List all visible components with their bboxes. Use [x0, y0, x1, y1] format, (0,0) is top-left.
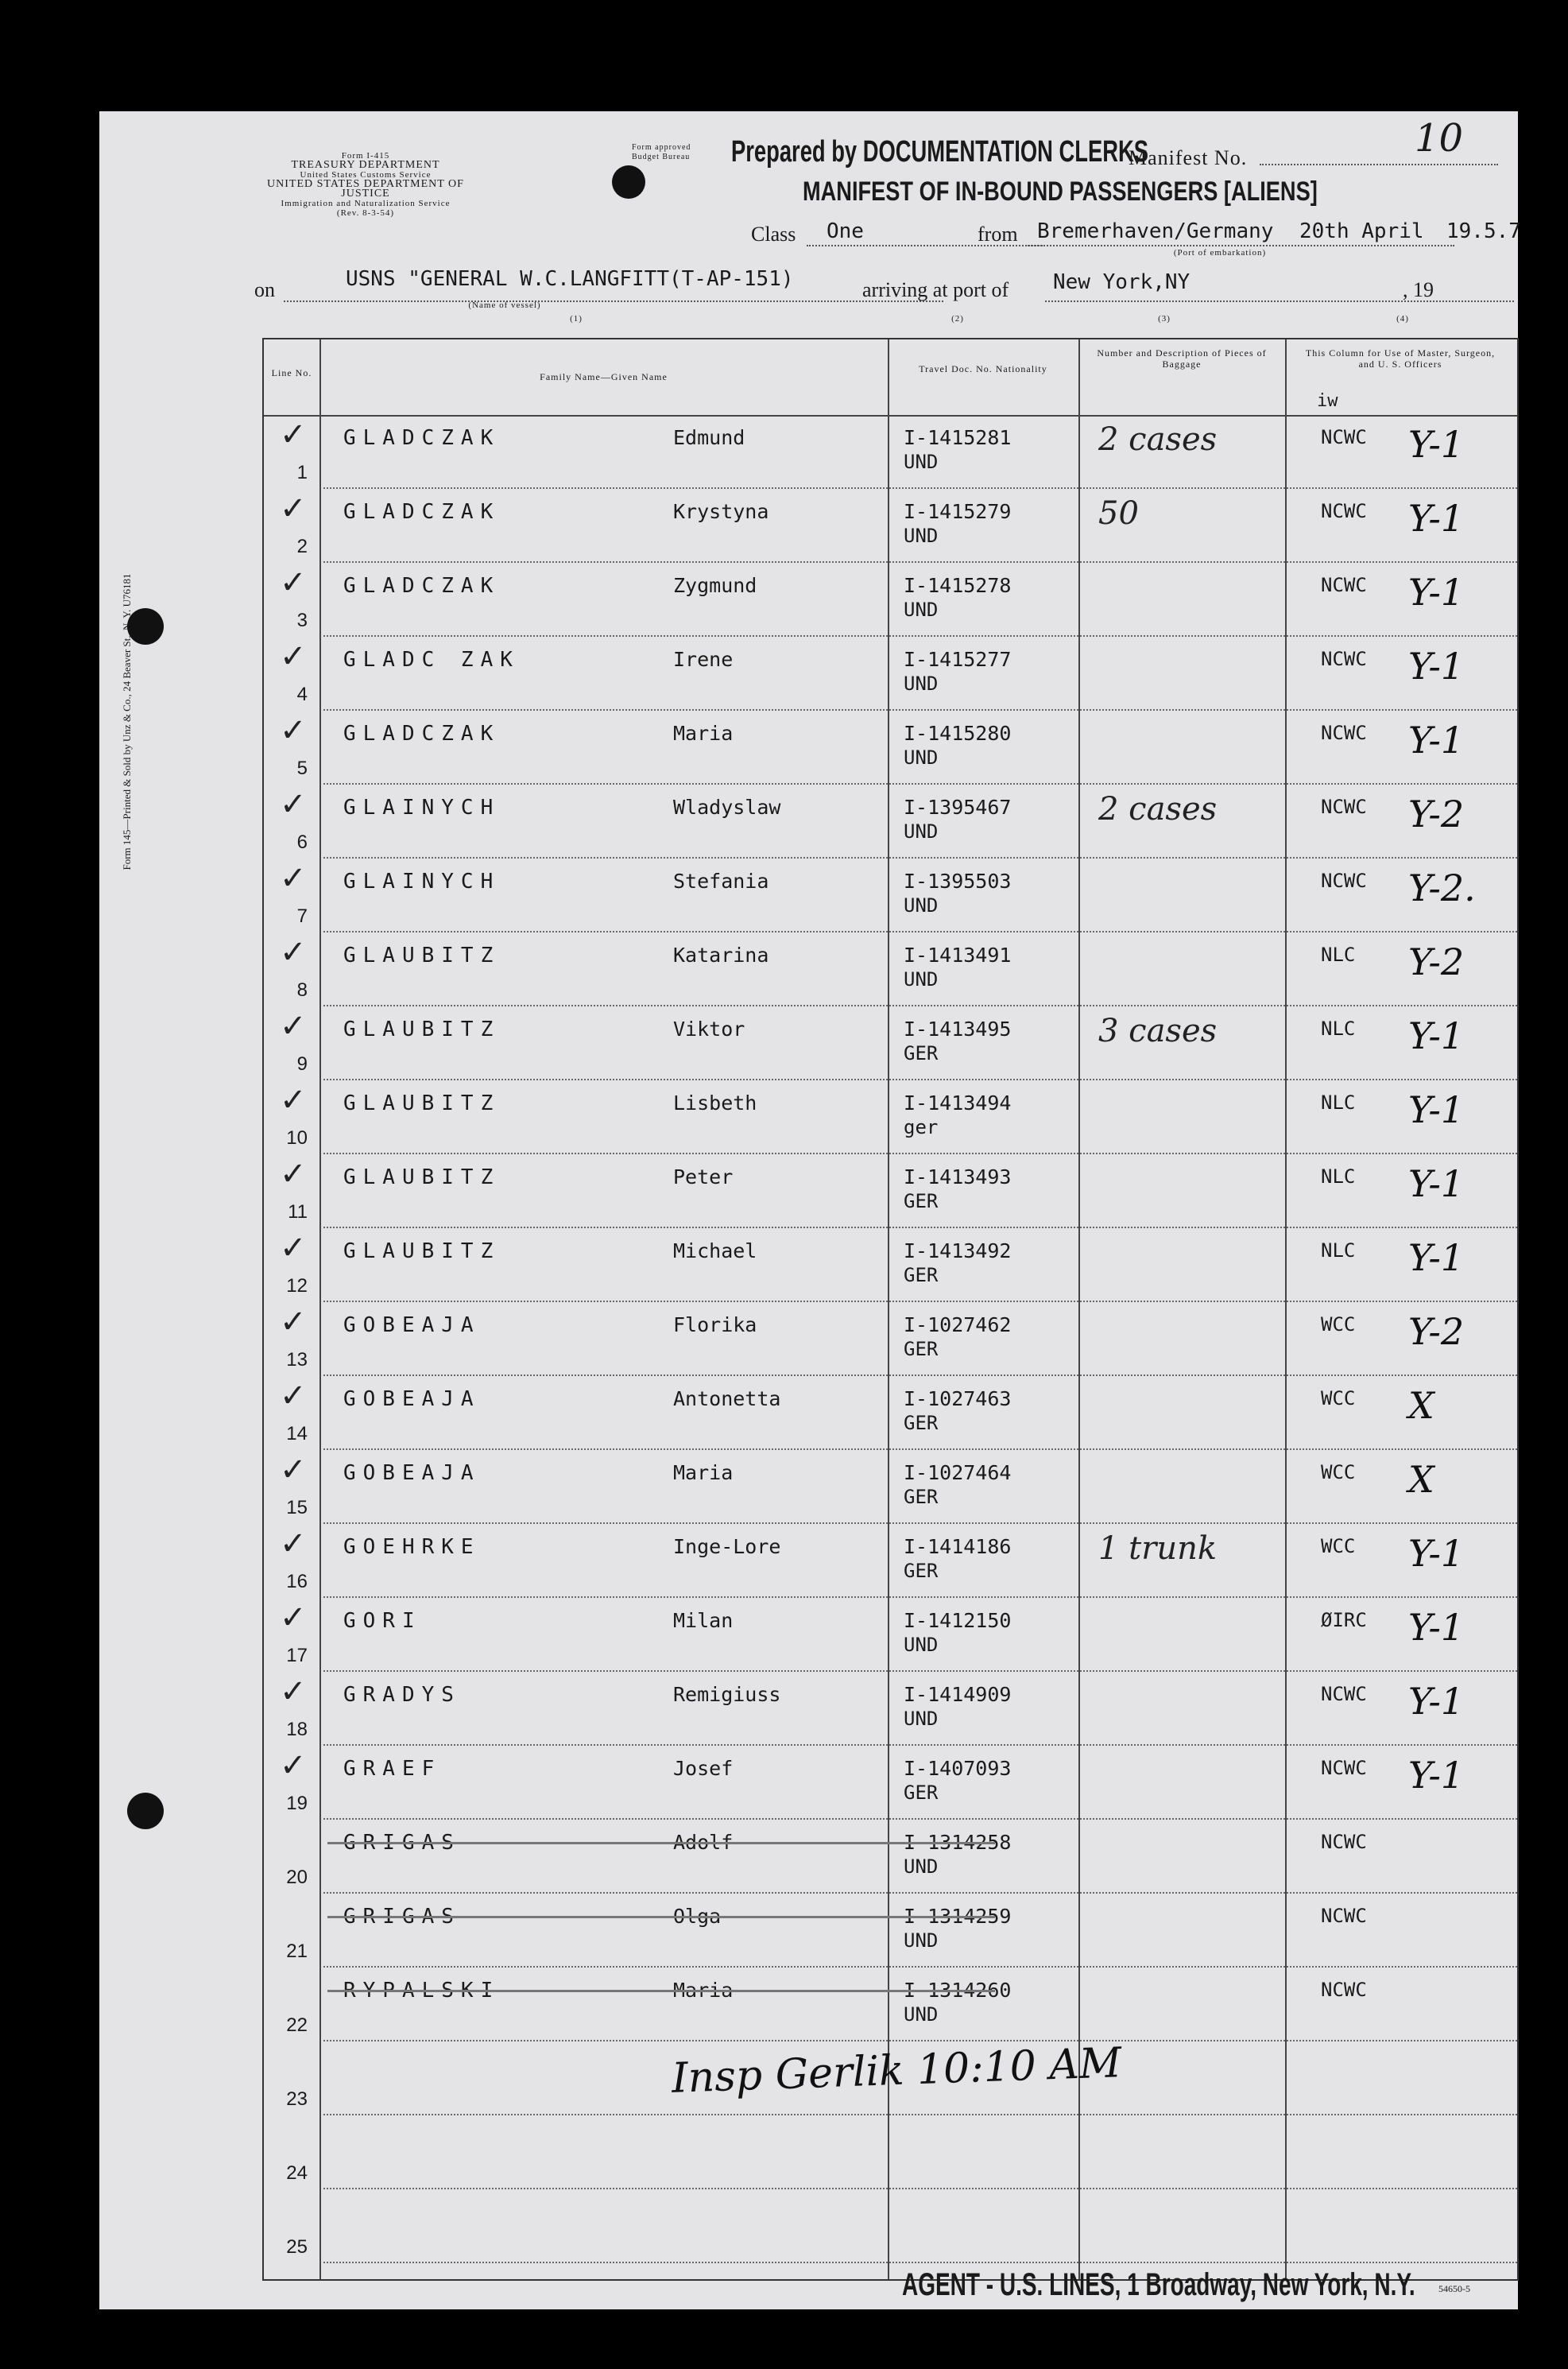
row-nationality: UND: [904, 1929, 939, 1952]
row-tick-mark: ✓: [280, 1008, 307, 1045]
form-code: 54650-5: [1438, 2283, 1470, 2294]
row-line-number: 5: [296, 758, 308, 779]
col-header-name: Family Name—Given Name: [540, 371, 668, 382]
row-family-name: GRIGAS: [343, 1831, 461, 1855]
row-line-number: 24: [286, 2162, 308, 2184]
row-given-name: Antonetta: [673, 1387, 781, 1410]
row-travel-doc: I-1415277: [904, 648, 1012, 671]
row-nationality: UND: [904, 2003, 939, 2026]
col-header-baggage: Number and Description of Pieces of Baggage: [1097, 347, 1267, 370]
row-nationality: UND: [904, 525, 939, 547]
row-family-name: GLADCZAK: [343, 722, 501, 746]
row-line-number: 7: [296, 905, 308, 927]
row-tick-mark: ✓: [280, 1747, 307, 1784]
row-given-name: Milan: [673, 1609, 734, 1632]
row-tick-mark: ✓: [280, 934, 307, 971]
arriving-year: , 19: [1403, 278, 1434, 301]
table-row: [264, 1080, 1517, 1154]
table-row: [264, 1524, 1517, 1598]
row-nationality: UND: [904, 820, 939, 843]
row-given-name: Viktor: [673, 1018, 745, 1041]
row-agency: NCWC: [1321, 1757, 1367, 1779]
row-officer-mark: Y-2: [1408, 793, 1465, 836]
row-given-name: Wladyslaw: [673, 796, 781, 819]
row-officer-mark: X: [1408, 1458, 1434, 1501]
table-row: [264, 1376, 1517, 1450]
row-given-name: Katarina: [673, 944, 769, 967]
row-baggage: 1 trunk: [1098, 1530, 1218, 1567]
row-strikethrough: [327, 1842, 995, 1844]
row-officer-mark: Y-1: [1408, 1606, 1465, 1649]
row-line-number: 14: [286, 1423, 308, 1444]
row-nationality: UND: [904, 673, 939, 695]
col-header-travel-doc: Travel Doc. No. Nationality: [919, 363, 1047, 374]
table-row: [264, 785, 1517, 859]
row-officer-mark: Y-1: [1408, 1014, 1465, 1057]
row-officer-mark: Y-1: [1408, 1680, 1465, 1723]
row-strikethrough: [327, 1916, 995, 1918]
row-travel-doc: I-1027464: [904, 1461, 1012, 1484]
table-row: [264, 1302, 1517, 1376]
row-family-name: GORI: [343, 1609, 422, 1633]
row-travel-doc: I-1395503: [904, 870, 1012, 893]
row-line-number: 3: [296, 610, 308, 631]
row-baggage: 3 cases: [1098, 1013, 1218, 1049]
row-nationality: GER: [904, 1190, 939, 1212]
customs-service: United States Customs Service: [300, 170, 432, 180]
row-tick-mark: ✓: [280, 1599, 307, 1636]
prepared-by-stamp: Prepared by DOCUMENTATION CLERKS: [731, 135, 1148, 169]
row-nationality: UND: [904, 968, 939, 991]
passenger-table: [262, 338, 1519, 2281]
row-travel-doc: I-1314258: [904, 1831, 1012, 1854]
manifest-title: MANIFEST OF IN-BOUND PASSENGERS [ALIENS]: [803, 176, 1318, 207]
form-info-block: [250, 151, 481, 218]
table-row: [264, 932, 1517, 1006]
row-travel-doc: I-1314260: [904, 1979, 1012, 2002]
row-officer-mark: Y-1: [1408, 423, 1465, 466]
row-agency: WCC: [1321, 1313, 1356, 1336]
row-tick-mark: ✓: [280, 712, 307, 749]
row-travel-doc: I-1413492: [904, 1239, 1012, 1262]
col-num-1: (1): [570, 314, 583, 324]
from-dots: [1025, 245, 1454, 246]
row-family-name: GLAUBITZ: [343, 1091, 501, 1115]
row-line-number: 15: [286, 1497, 308, 1518]
row-agency: NCWC: [1321, 426, 1367, 448]
form-number: Form I-415: [341, 151, 390, 161]
row-nationality: UND: [904, 1855, 939, 1878]
row-family-name: GOEHRKE: [343, 1535, 481, 1559]
row-agency: ØIRC: [1321, 1609, 1367, 1631]
row-family-name: GLAUBITZ: [343, 1239, 501, 1263]
row-officer-mark: Y-1: [1408, 719, 1465, 762]
row-given-name: Florika: [673, 1313, 757, 1336]
arriving-label: arriving at port of: [862, 278, 1009, 301]
row-line-number: 8: [296, 979, 308, 1001]
row-line-number: 9: [296, 1053, 308, 1075]
row-line-number: 12: [286, 1275, 308, 1297]
row-travel-doc: I-1415280: [904, 722, 1012, 745]
row-travel-doc: I-1395467: [904, 796, 1012, 819]
row-nationality: UND: [904, 451, 939, 473]
row-travel-doc: I-1407093: [904, 1757, 1012, 1780]
row-agency: NCWC: [1321, 574, 1367, 596]
table-row: [264, 1450, 1517, 1524]
manifest-no: 10: [1415, 116, 1464, 161]
row-travel-doc: I-1414909: [904, 1683, 1012, 1706]
treasury-dept: TREASURY DEPARTMENT: [291, 159, 440, 171]
row-baggage: 50: [1098, 495, 1139, 532]
row-line-number: 6: [296, 832, 308, 853]
punch-hole-bottom: [127, 1793, 164, 1829]
row-agency: NCWC: [1321, 796, 1367, 818]
arriving-dots: [1045, 300, 1514, 302]
row-agency: NLC: [1321, 1165, 1356, 1188]
table-row: [264, 1968, 1517, 2041]
row-officer-mark: Y-1: [1408, 497, 1465, 540]
row-given-name: Stefania: [673, 870, 769, 893]
row-agency: NCWC: [1321, 1905, 1367, 1927]
table-row: [264, 1672, 1517, 1746]
row-nationality: GER: [904, 1338, 939, 1360]
row-travel-doc: I-1415279: [904, 500, 1012, 523]
col-num-4: (4): [1396, 314, 1409, 324]
table-row: [264, 1746, 1517, 1820]
row-given-name: Lisbeth: [673, 1091, 757, 1115]
from-label: from: [978, 223, 1018, 246]
row-agency: NLC: [1321, 1018, 1356, 1040]
col-header-line-no: Line No.: [271, 367, 312, 378]
form-approved: [632, 143, 735, 162]
row-agency: WCC: [1321, 1387, 1356, 1409]
row-tick-mark: ✓: [280, 1230, 307, 1266]
inspector-signature: Insp Gerlik 10:10 AM: [671, 2039, 1123, 2103]
row-officer-mark: Y-2: [1408, 1310, 1465, 1353]
officer-note: iw: [1317, 391, 1338, 411]
row-family-name: GOBEAJA: [343, 1313, 481, 1337]
row-family-name: GLADCZAK: [343, 426, 501, 450]
row-line-number: 21: [286, 1941, 308, 1962]
col-num-3: (3): [1158, 314, 1171, 324]
side-printer-text: Form 145—Printed & Sold by Unz & Co., 24 Beaver St., N. Y. U76181: [121, 573, 133, 870]
row-line-number: 16: [286, 1571, 308, 1592]
manifest-no-label: Manifest No.: [1129, 146, 1248, 169]
row-tick-mark: ✓: [280, 786, 307, 823]
row-tick-mark: ✓: [280, 1304, 307, 1340]
row-family-name: GOBEAJA: [343, 1387, 481, 1411]
table-row: [264, 1894, 1517, 1968]
row-travel-doc: I-1412150: [904, 1609, 1012, 1632]
table-header-row: [264, 339, 1517, 417]
agent-stamp: AGENT - U.S. LINES, 1 Broadway, New York, N.Y.: [902, 2267, 1415, 2302]
manifest-no-dots: [1260, 164, 1498, 165]
row-nationality: GER: [904, 1782, 939, 1804]
row-given-name: Josef: [673, 1757, 734, 1780]
row-given-name: Remigiuss: [673, 1683, 781, 1706]
row-tick-mark: ✓: [280, 564, 307, 601]
col-num-2: (2): [951, 314, 964, 324]
row-given-name: Olga: [673, 1905, 722, 1928]
row-agency: NLC: [1321, 944, 1356, 966]
row-agency: NLC: [1321, 1091, 1356, 1114]
row-nationality: GER: [904, 1042, 939, 1064]
row-given-name: Maria: [673, 1979, 734, 2002]
row-officer-mark: Y-1: [1408, 571, 1465, 614]
table-row: [264, 637, 1517, 711]
vessel-label: (Name of vessel): [468, 300, 541, 310]
row-tick-mark: ✓: [280, 1452, 307, 1488]
table-row: [264, 2189, 1517, 2263]
row-line-number: 11: [288, 1201, 308, 1223]
row-travel-doc: I-1413491: [904, 944, 1012, 967]
row-agency: NCWC: [1321, 1831, 1367, 1853]
manifest-page: [99, 111, 1521, 2309]
row-agency: NCWC: [1321, 648, 1367, 670]
row-officer-mark: Y-1: [1408, 1088, 1465, 1131]
row-given-name: Krystyna: [673, 500, 769, 523]
row-baggage: 2 cases: [1098, 421, 1218, 458]
row-line-number: 1: [296, 462, 308, 483]
row-family-name: GOBEAJA: [343, 1461, 481, 1485]
row-tick-mark: ✓: [280, 1082, 307, 1119]
table-row: [264, 563, 1517, 637]
row-line-number: 22: [286, 2014, 308, 2036]
row-officer-mark: Y-1: [1408, 1236, 1465, 1279]
ins-service: Immigration and Naturalization Service: [281, 199, 451, 208]
row-given-name: Michael: [673, 1239, 757, 1262]
row-line-number: 20: [286, 1867, 308, 1888]
row-travel-doc: I-1415281: [904, 426, 1012, 449]
row-family-name: GLADCZAK: [343, 574, 501, 598]
arriving-value: New York,NY: [1053, 270, 1191, 294]
vessel-dots: [284, 300, 943, 302]
row-line-number: 13: [286, 1349, 308, 1371]
row-tick-mark: ✓: [280, 638, 307, 675]
row-tick-mark: ✓: [280, 1378, 307, 1414]
row-travel-doc: I-1415278: [904, 574, 1012, 597]
row-tick-mark: ✓: [280, 860, 307, 897]
row-officer-mark: Y-1: [1408, 645, 1465, 688]
row-tick-mark: ✓: [280, 1156, 307, 1192]
row-officer-mark: Y-2.: [1408, 867, 1476, 909]
row-agency: NCWC: [1321, 722, 1367, 744]
row-travel-doc: I-1413494: [904, 1091, 1012, 1115]
row-family-name: GLADC ZAK: [343, 648, 520, 672]
justice-dept: UNITED STATES DEPARTMENT OF JUSTICE: [267, 178, 464, 200]
row-agency: NLC: [1321, 1239, 1356, 1262]
row-given-name: Maria: [673, 1461, 734, 1484]
row-nationality: UND: [904, 746, 939, 769]
row-travel-doc: I-1414186: [904, 1535, 1012, 1558]
row-agency: WCC: [1321, 1535, 1356, 1557]
row-nationality: UND: [904, 599, 939, 621]
row-family-name: GLAINYCH: [343, 870, 501, 894]
row-line-number: 25: [286, 2236, 308, 2258]
row-line-number: 2: [296, 536, 308, 557]
row-agency: WCC: [1321, 1461, 1356, 1483]
row-nationality: GER: [904, 1412, 939, 1434]
row-given-name: Edmund: [673, 426, 745, 449]
row-travel-doc: I-1413495: [904, 1018, 1012, 1041]
row-given-name: Inge-Lore: [673, 1535, 781, 1558]
from-value: Bremerhaven/Germany: [1037, 219, 1274, 243]
form-revision: (Rev. 8-3-54): [336, 208, 395, 218]
class-label: Class: [751, 223, 796, 246]
table-row: [264, 1820, 1517, 1894]
table-row: [264, 1598, 1517, 1672]
row-tick-mark: ✓: [280, 1673, 307, 1710]
row-baggage: 2 cases: [1098, 791, 1218, 828]
row-line-number: 10: [286, 1127, 308, 1149]
table-row: [264, 859, 1517, 932]
row-line-number: 23: [286, 2088, 308, 2110]
row-given-name: Peter: [673, 1165, 734, 1188]
row-officer-mark: Y-1: [1408, 1754, 1465, 1797]
row-nationality: UND: [904, 1634, 939, 1656]
row-officer-mark: Y-1: [1408, 1532, 1465, 1575]
row-agency: NCWC: [1321, 1979, 1367, 2001]
port-embark-label: (Port of embarkation): [1173, 248, 1267, 258]
row-line-number: 4: [296, 684, 308, 705]
row-given-name: Maria: [673, 722, 734, 745]
row-family-name: GLADCZAK: [343, 500, 501, 524]
row-travel-doc: I-1027463: [904, 1387, 1012, 1410]
on-label: on: [254, 278, 275, 301]
row-given-name: Irene: [673, 648, 734, 671]
table-row: [264, 1154, 1517, 1228]
form-approved-line: Form approved: [632, 143, 691, 152]
class-value: One: [827, 219, 864, 243]
row-officer-mark: Y-2: [1408, 940, 1465, 983]
table-row: [264, 1006, 1517, 1080]
row-given-name: Zygmund: [673, 574, 757, 597]
row-nationality: GER: [904, 1486, 939, 1508]
table-row: [264, 711, 1517, 785]
row-dotted-rule: [323, 2262, 1517, 2263]
row-family-name: GLAUBITZ: [343, 1018, 501, 1041]
row-nationality: UND: [904, 1708, 939, 1730]
row-nationality: GER: [904, 1264, 939, 1286]
vessel-value: USNS "GENERAL W.C.LANGFITT(T-AP-151): [346, 267, 794, 291]
year-value: 19.5.7: [1446, 219, 1521, 243]
row-line-number: 18: [286, 1719, 308, 1740]
row-nationality: ger: [904, 1116, 939, 1138]
row-line-number: 19: [286, 1793, 308, 1814]
row-officer-mark: X: [1408, 1384, 1434, 1427]
row-strikethrough: [327, 1990, 995, 1992]
row-officer-mark: Y-1: [1408, 1162, 1465, 1205]
row-given-name: Adolf: [673, 1831, 734, 1854]
row-family-name: GRADYS: [343, 1683, 461, 1707]
row-travel-doc: I-1413493: [904, 1165, 1012, 1188]
row-tick-mark: ✓: [280, 1526, 307, 1562]
budget-bureau-line: Budget Bureau: [632, 153, 691, 161]
row-family-name: GRAEF: [343, 1757, 442, 1781]
row-nationality: GER: [904, 1560, 939, 1582]
row-nationality: UND: [904, 894, 939, 917]
row-agency: NCWC: [1321, 1683, 1367, 1705]
row-family-name: GLAUBITZ: [343, 1165, 501, 1189]
row-travel-doc: I-1027462: [904, 1313, 1012, 1336]
row-family-name: GLAINYCH: [343, 796, 501, 820]
row-line-number: 17: [286, 1645, 308, 1666]
date-value: 20th April: [1299, 219, 1424, 243]
row-agency: NCWC: [1321, 500, 1367, 522]
row-family-name: GLAUBITZ: [343, 944, 501, 967]
col-header-officers: This Column for Use of Master, Surgeon, and U. S. Officers: [1305, 347, 1496, 370]
row-tick-mark: ✓: [280, 490, 307, 527]
row-family-name: RYPALSKI: [343, 1979, 501, 2003]
table-row: [264, 415, 1517, 489]
row-family-name: GRIGAS: [343, 1905, 461, 1929]
punch-hole-header: [612, 165, 645, 199]
table-row: [264, 489, 1517, 563]
row-tick-mark: ✓: [280, 417, 307, 453]
table-row: [264, 1228, 1517, 1302]
row-agency: NCWC: [1321, 870, 1367, 892]
table-row: [264, 2115, 1517, 2189]
row-travel-doc: I-1314259: [904, 1905, 1012, 1928]
